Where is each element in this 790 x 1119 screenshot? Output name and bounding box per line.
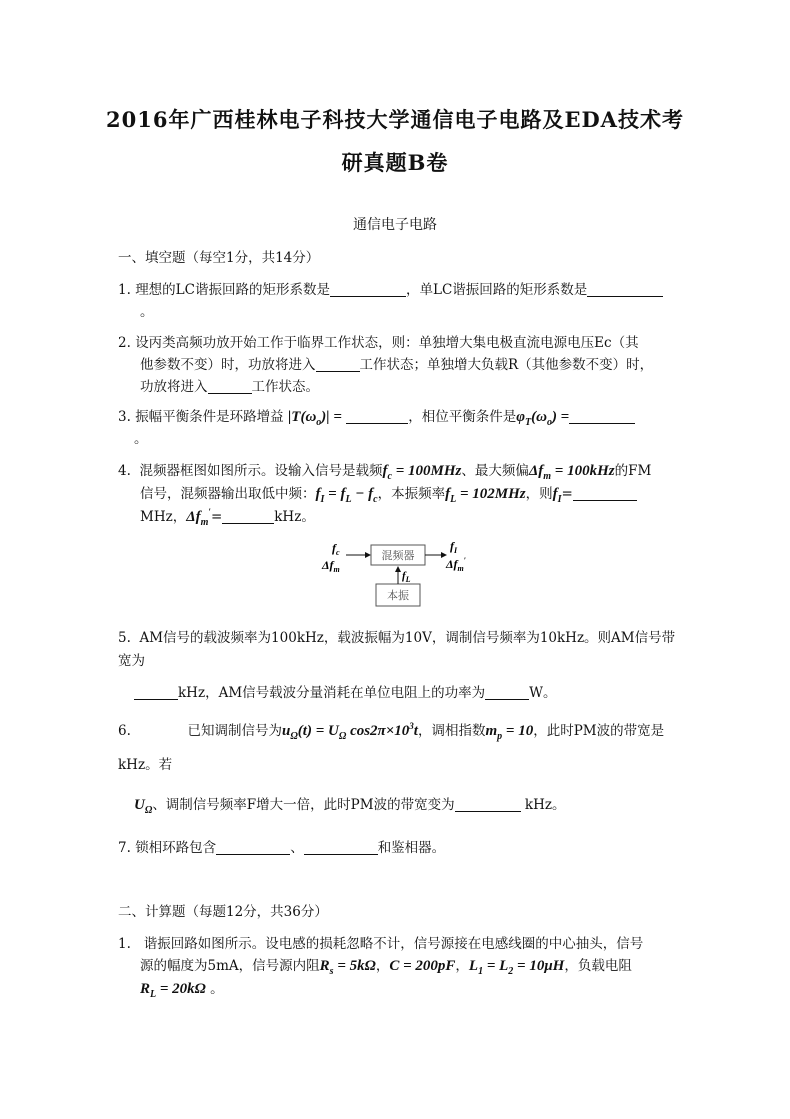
c1-line2 [140,954,632,977]
q3-blank-2[interactable] [569,409,635,424]
question-1 [118,278,663,298]
q7-text-b: 、 [290,840,304,856]
q4-line1-c: 的FM [614,463,652,479]
c1-formula-c: C = 200pF [389,958,456,974]
q6-line3 [134,793,565,816]
q4-formula-dfm-out: $\Delta f_m'$ [186,507,211,528]
q2-blank-2[interactable] [208,379,252,394]
q6-text-a: 已知调制信号为 [187,723,282,739]
calc-question-1 [118,932,643,952]
local-oscillator-label: 本振 [387,589,409,602]
q2-line3-a: 功放将进入 [140,379,208,395]
c1-line2-d: ，负载电阻 [564,958,632,974]
c1-line3 [140,977,224,1000]
q4-formula-fi2: $f_I$ [552,486,562,505]
question-2 [118,331,639,351]
q7-text-a: 锁相环路包含 [135,840,217,856]
q6-blank-1[interactable] [455,797,521,812]
q4-line2-a: 信号，混频器输出取低中频： [140,486,316,502]
q4-line3 [140,505,315,528]
q2-line2-a: 他参数不变）时，功放将进入 [140,357,316,373]
c1-formula-l: $L_1 = L_2 = 10\mu H$ [468,958,565,977]
part2-header: 二、计算题（每题12分，共36分） [118,904,328,920]
q4-formula-fi: $f_I = f_L - f_c$ [315,486,378,505]
c1-line2-b: ， [375,958,390,974]
q2-blank-1[interactable] [316,357,360,372]
q1-number: 1. [118,282,131,298]
q3-formula-phase: $\varphi_T(\omega_o)$ = [516,409,570,428]
diagram-input-fc: $f_c$ [332,541,340,557]
q1-blank-2[interactable] [587,282,663,297]
c1-number: 1. [118,936,131,952]
diagram-output-fi: $f_I$ [450,539,458,555]
q3-formula-loop-gain: $|T(\omega_o)|$ = [287,409,342,428]
q5-blank-2[interactable] [485,685,529,700]
q5-blank-1[interactable] [134,685,178,700]
q2-line3 [140,375,319,395]
q6-text-c: ，此时PM波的带宽是 [533,723,665,739]
q4-line3-a: MHz， [140,509,187,525]
q5-number: 5. [118,630,131,646]
c1-line1: 谐振回路如图所示。设电感的损耗忽略不计，信号源接在电感线圈的中心抽头，信号 [143,936,644,952]
q6-number: 6. [118,723,131,739]
q4-blank-2[interactable] [222,509,274,524]
q3-blank-1[interactable] [346,409,408,424]
q2-number: 2. [118,335,131,351]
page-title-line1: 2016年广西桂林电子科技大学通信电子电路及EDA技术考 [106,107,684,132]
c1-formula-rs: $R_s = 5k\Omega$ [319,958,376,977]
q4-line1-a: 混频器框图如图所示。设输入信号是载频 [139,463,383,479]
q7-blank-1[interactable] [216,840,290,855]
diagram-lo-fL: $f_L$ [402,570,411,584]
q1-end: 。 [140,304,154,320]
question-3 [118,405,635,428]
q5-line2: 宽为 [118,653,145,669]
diagram-input-dfm: $\Delta f_m$ [322,558,340,574]
question-6 [118,719,664,742]
q4-line2-c: ，则 [525,486,553,502]
c1-line2-a: 源的幅度为5mA，信号源内阻 [140,958,320,974]
q7-text-c: 和鉴相器。 [377,840,446,856]
q6-formula-mp: $m_p = 10$ [485,723,534,742]
mixer-block-diagram [318,534,478,610]
q6-formula-signal: $u_\Omega(t) = U_\Omega$ $\cos 2\pi\times 10^3t$ [281,721,418,742]
q4-line2-d: = [561,486,573,502]
q3-end: 。 [134,431,148,447]
q5-line3 [134,681,557,701]
q6-line3-text: 、调制信号频率F增大一倍，此时PM波的带宽变为 [152,797,455,813]
q2-line2 [140,353,653,373]
q4-number: 4. [118,463,131,479]
section-subtitle: 通信电子电路 [353,217,437,233]
question-7 [118,836,445,856]
q1-text-b: ，单LC谐振回路的矩形系数是 [405,282,588,298]
q5-line3-b: W。 [529,685,557,701]
c1-line3-end: 。 [210,981,224,997]
question-5 [118,626,675,646]
q1-text-a: 理想的LC谐振回路的矩形系数是 [135,282,330,298]
q3-text-a: 振幅平衡条件是环路增益 [135,409,284,425]
question-4 [118,459,651,482]
q7-blank-2[interactable] [304,840,378,855]
q4-formula-fc: $f_c = 100MHz$ [382,463,462,482]
q4-line2 [140,482,637,505]
q5-line3-a: kHz，AM信号载波分量消耗在单位电阻上的功率为 [178,685,486,701]
q6-line2: kHz。若 [118,757,173,773]
q4-line3-c: kHz。 [274,509,315,525]
q2-line3-b: 工作状态。 [251,379,319,395]
q4-line3-b: = [210,509,223,525]
q4-line1-b: 、最大频偏 [461,463,529,479]
q3-number: 3. [118,409,131,425]
q3-text-b: ，相位平衡条件是 [408,409,517,425]
q4-blank-1[interactable] [573,486,637,501]
q6-text-b: ，调相指数 [417,723,486,739]
c1-formula-rl: $R_L = 20k\Omega$ [140,981,206,1000]
q7-number: 7. [118,840,131,856]
q6-formula-u: $U_\Omega$ [134,797,153,816]
q2-line2-b: 工作状态；单独增大负载R（其他参数不变）时， [359,357,654,373]
page-title-line2: 研真题B卷 [341,150,449,175]
q2-line1: 设丙类高频功放开始工作于临界工作状态，则：单独增大集电极直流电源电压Ec（其 [135,335,639,351]
q6-line3-end: kHz。 [524,797,566,813]
q4-formula-fL: $f_L = 102MHz$ [445,486,526,505]
q5-line1: AM信号的载波频率为100kHz，载波振幅为10V，调制信号频率为10kHz。则AM信号带 [139,630,676,646]
part1-header: 一、填空题（每空1分，共14分） [118,250,320,266]
q4-formula-dfm: $\Delta f_m = 100kHz$ [528,463,615,482]
q4-line2-b: ，本振频率 [377,486,446,502]
mixer-label: 混频器 [381,549,415,562]
diagram-output-dfm: $\Delta f_m'$ [446,556,467,573]
q1-blank-1[interactable] [330,282,406,297]
c1-line2-c: ， [455,958,469,974]
